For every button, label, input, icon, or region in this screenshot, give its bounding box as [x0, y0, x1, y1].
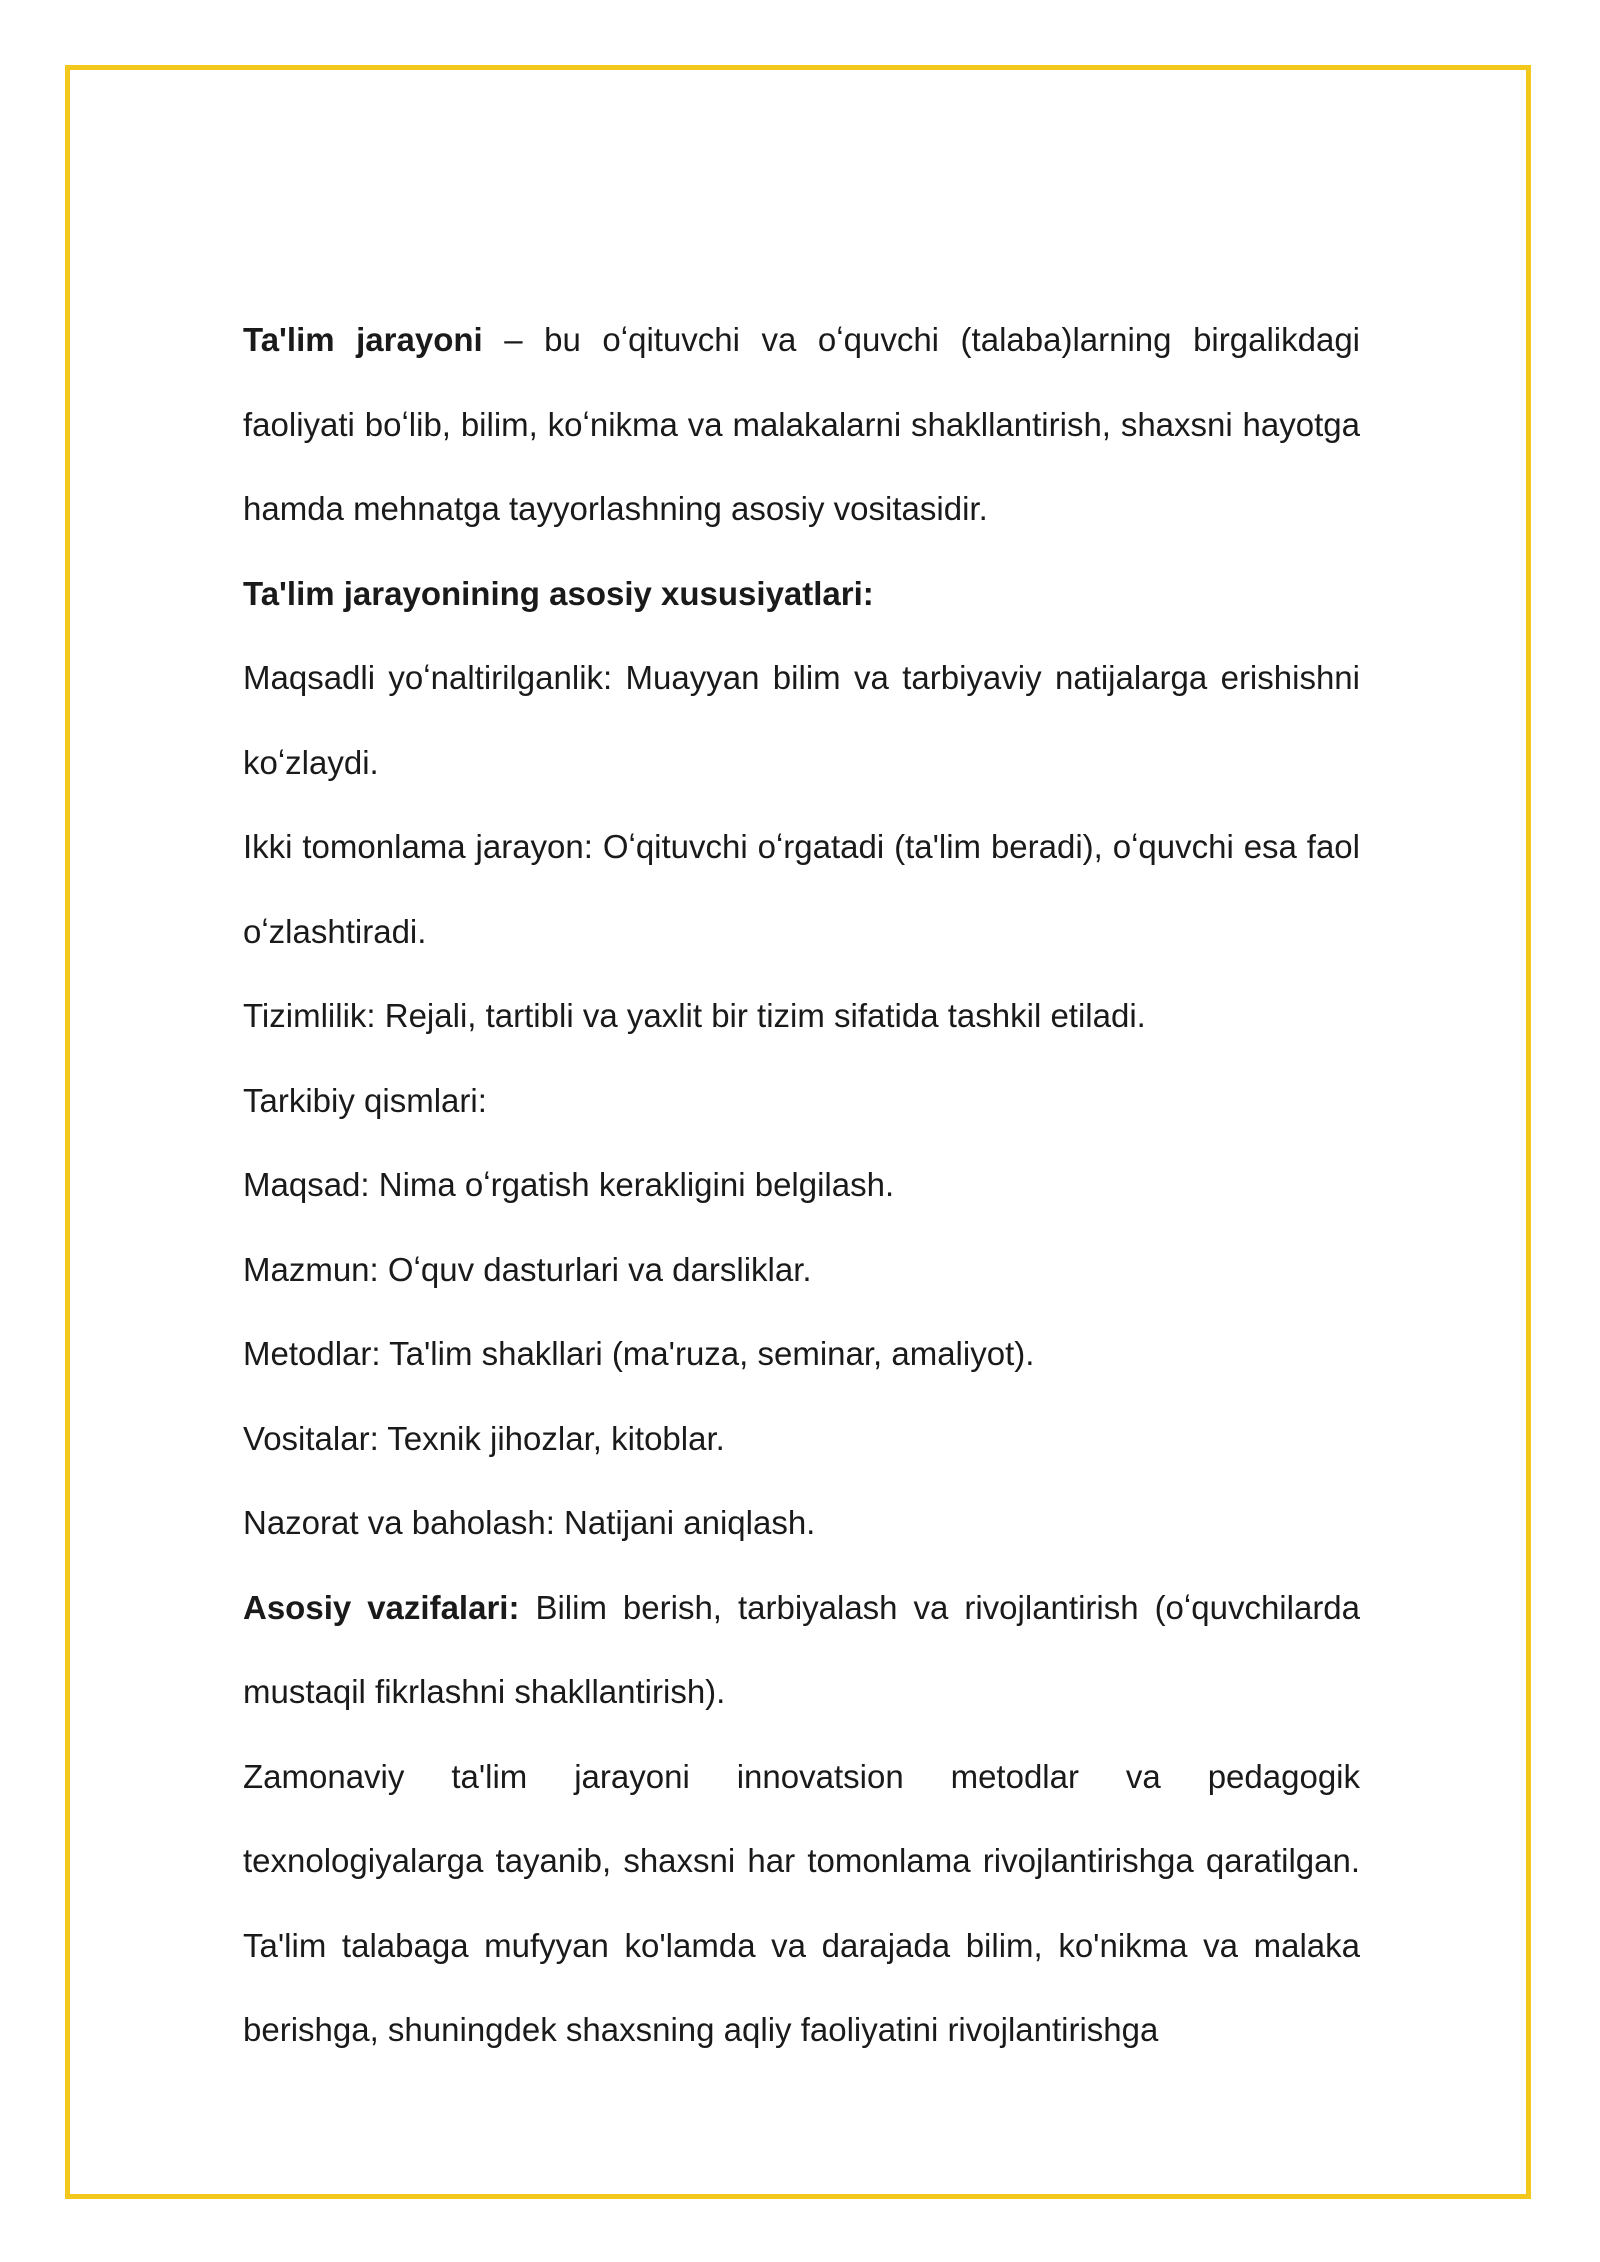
closing-paragraph: Zamonaviy ta'lim jarayoni innovatsion metodlar va pedagogik texnologiyalarga tayanib, shaxsni har tomonlama rivojlantirishga qaratilgan. Ta'lim talabaga mufyyan ko'lamda va darajada bilim, ko'nikma va malaka berishga, shuningdek shaxsning aqliy faoliyatini rivojlantirishga	[243, 1757, 1360, 2048]
tasks-paragraph	[243, 1566, 1360, 1735]
feature-item: Maqsadli yoʻnaltirilganlik: Muayyan bilim va tarbiyaviy natijalarga erishishni koʻzlaydi.	[243, 659, 1360, 781]
feature-item: Ikki tomonlama jarayon: Oʻqituvchi oʻrgatadi (ta'lim beradi), oʻquvchi esa faol oʻzlashtiradi.	[243, 828, 1360, 950]
feature-item: Metodlar: Ta'lim shakllari (ma'ruza, seminar, amaliyot).	[243, 1335, 1035, 1372]
definition-paragraph	[243, 298, 1360, 552]
feature-item: Tarkibiy qismlari:	[243, 1081, 487, 1119]
feature-item: Mazmun: Oʻquv dasturlari va darsliklar.	[243, 1250, 812, 1288]
feature-item: Maqsad: Nima oʻrgatish kerakligini belgilash.	[243, 1166, 895, 1203]
features-heading: Ta'lim jarayonining asosiy xususiyatlari:	[243, 574, 874, 612]
document-body	[243, 298, 1360, 2073]
tasks-label: Asosiy vazifalari:	[243, 1588, 520, 1626]
feature-item: Tizimlilik: Rejali, tartibli va yaxlit bir tizim sifatida tashkil etiladi.	[243, 997, 1146, 1034]
definition-term: Ta'lim jarayoni	[243, 321, 483, 358]
feature-item: Vositalar: Texnik jihozlar, kitoblar.	[243, 1419, 725, 1457]
tasks-text: Bilim berish, tarbiyalash va rivojlantirish (oʻquvchilarda mustaqil fikrlashni shakllantirish).	[243, 1588, 1361, 1710]
definition-text: – bu oʻqituvchi va oʻquvchi (talaba)larning birgalikdagi faoliyati boʻlib, bilim, koʻnikma va malakalarni shakllantirish, shaxsni hayotga hamda mehnatga tayyorlashning asosiy vositasidir.	[243, 321, 1360, 527]
feature-item: Nazorat va baholash: Natijani aniqlash.	[243, 1504, 816, 1541]
